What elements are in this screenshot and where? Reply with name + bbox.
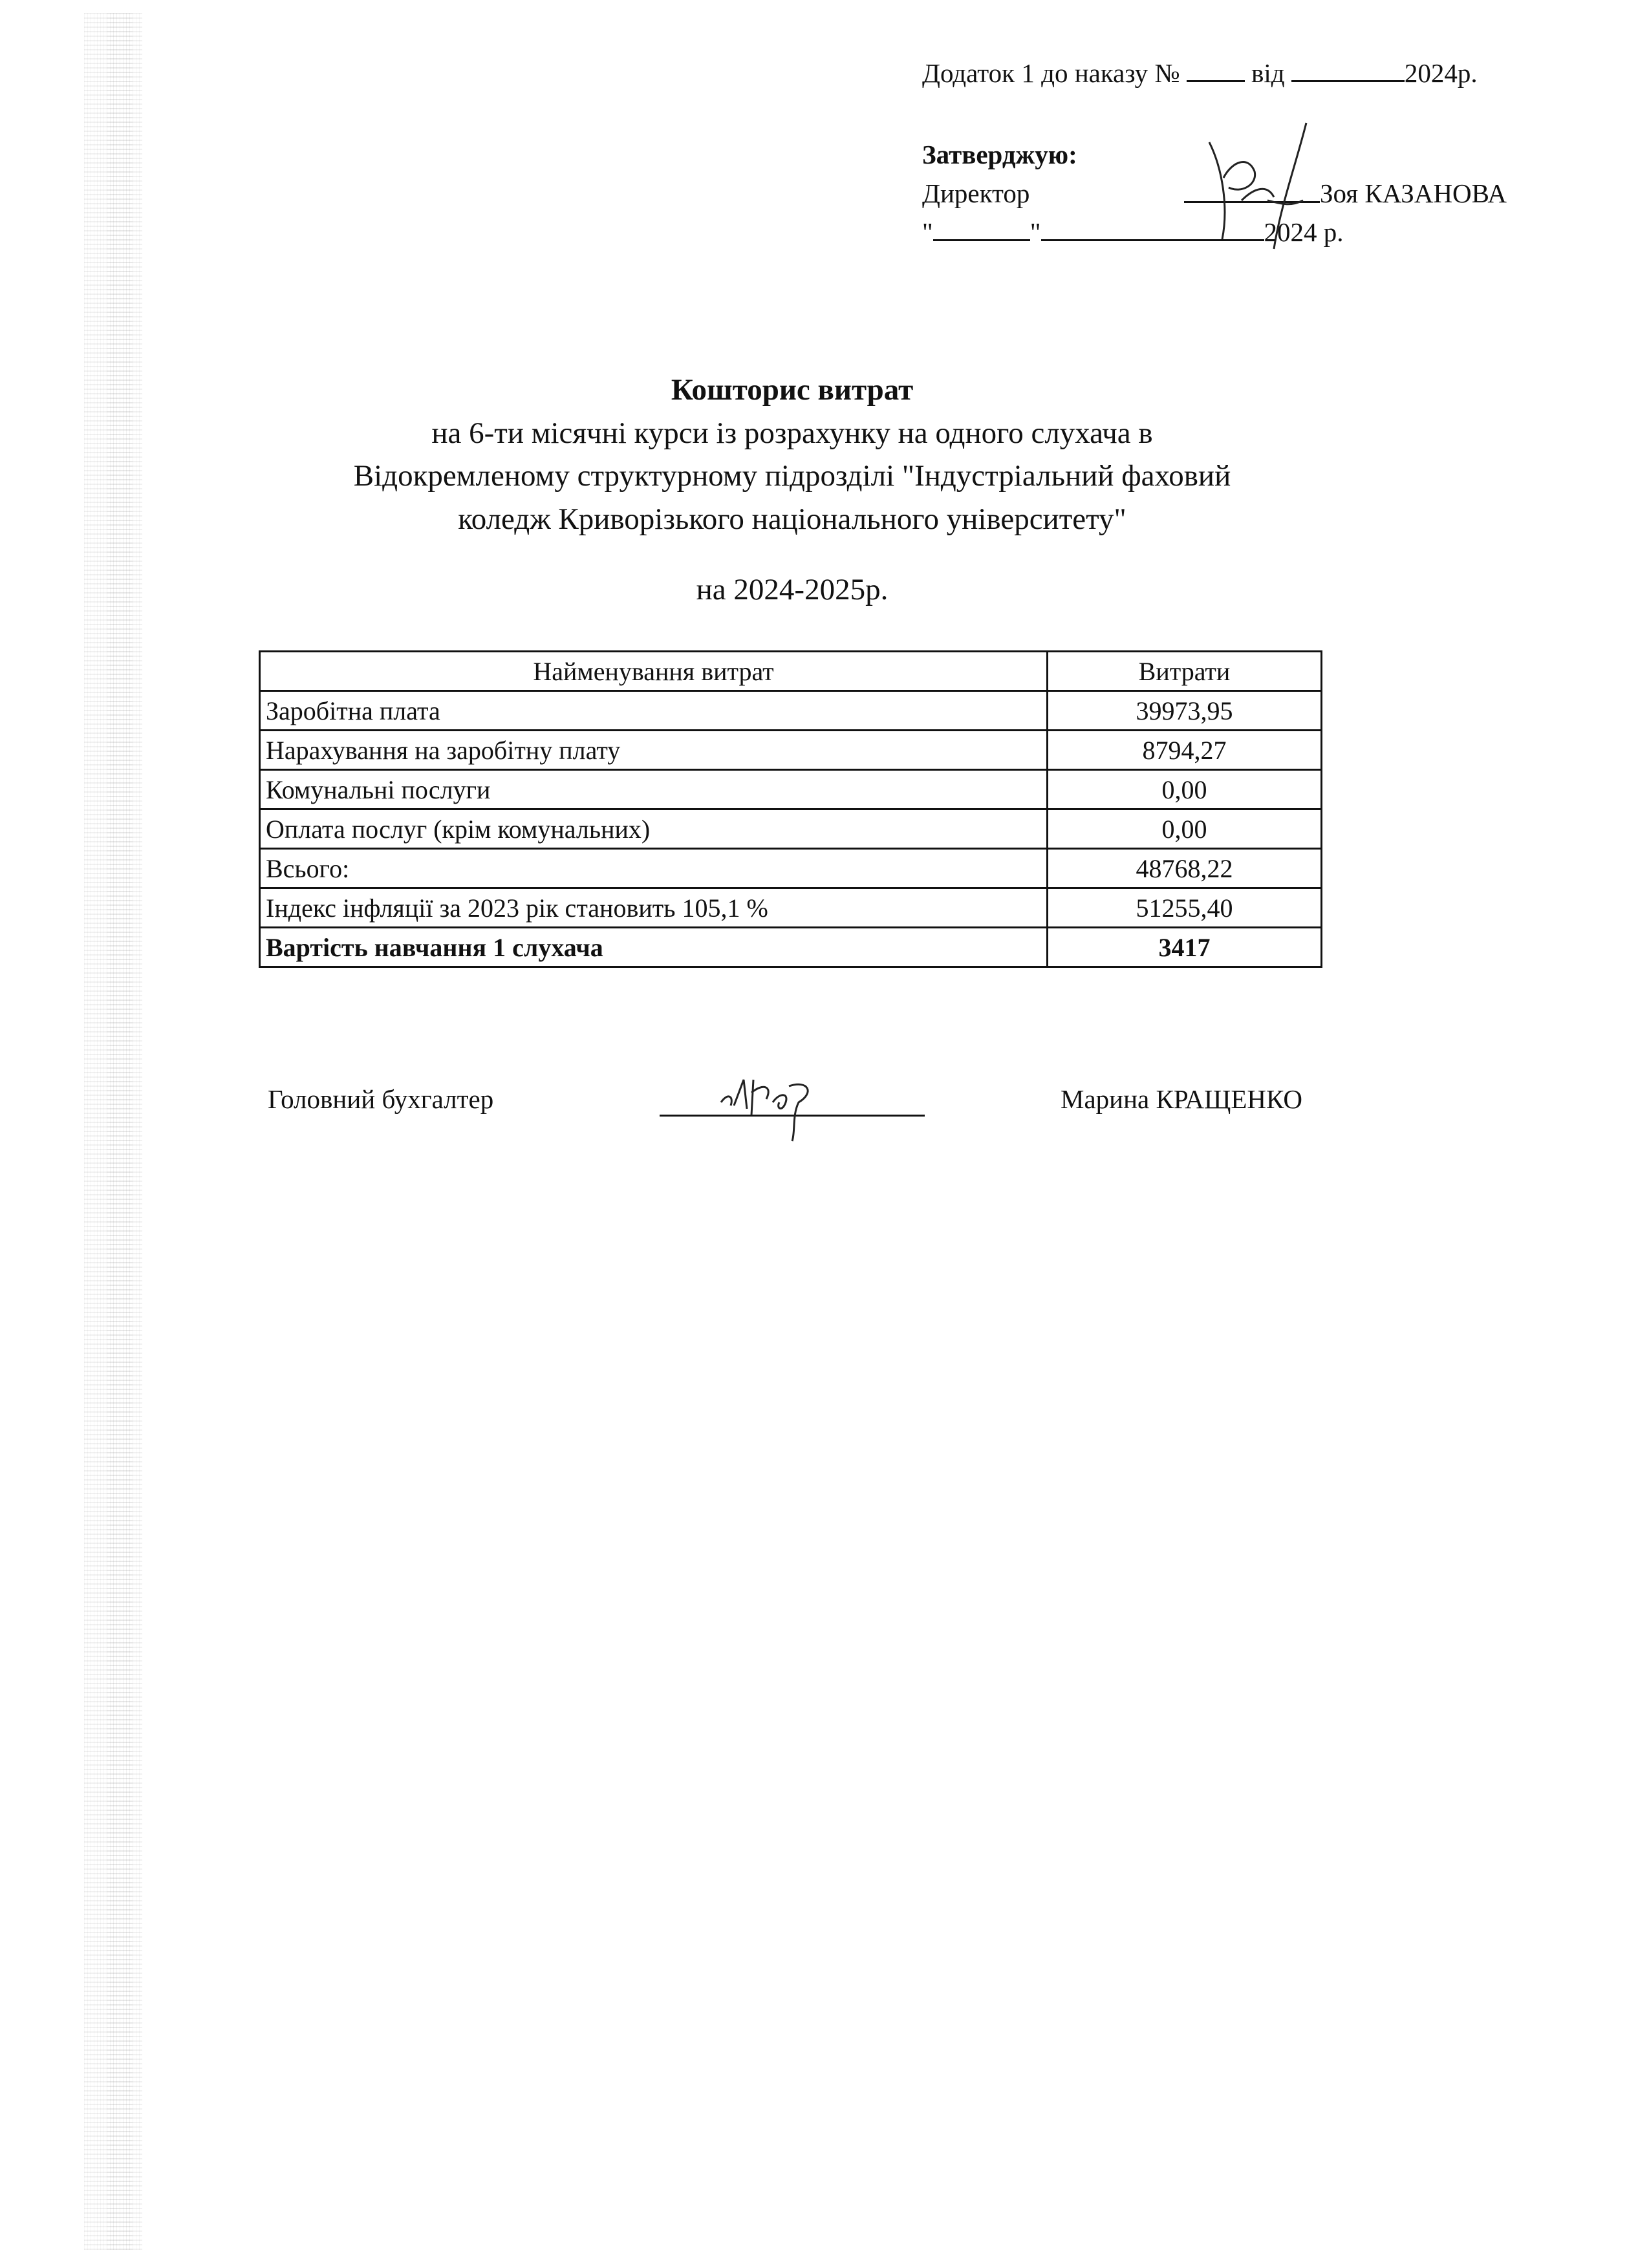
table-row [260, 770, 1322, 809]
table-row [260, 849, 1322, 888]
row-amount: 51255,40 [1048, 888, 1322, 928]
approval-date-suffix: 2024 р. [1264, 217, 1344, 247]
document-subtitle-line-2: Відокремленому структурному підрозділі "Індустріальний фаховий [353, 459, 1231, 493]
approval-title: Затверджую: [922, 140, 1077, 169]
header-expense-amount: Витрати [1048, 652, 1322, 691]
appendix-line [922, 55, 1478, 92]
expenses-table [259, 650, 1322, 968]
table-header-row [260, 652, 1322, 691]
row-name: Заробітна плата [260, 691, 1048, 731]
document-title-block [0, 369, 1584, 541]
accountant-name: Марина КРАЩЕНКО [1061, 1084, 1302, 1114]
row-amount: 48768,22 [1048, 849, 1322, 888]
scan-edge-noise-inner [107, 13, 133, 2250]
table-total-row [260, 928, 1322, 967]
row-amount: 39973,95 [1048, 691, 1322, 731]
row-amount: 0,00 [1048, 809, 1322, 849]
accountant-role: Головний бухгалтер [268, 1084, 494, 1114]
appendix-from-label: від [1251, 58, 1285, 88]
total-name: Вартість навчання 1 слухача [260, 928, 1048, 967]
row-name: Індекс інфляції за 2023 рік становить 105,1 % [260, 888, 1048, 928]
row-name: Всього: [260, 849, 1048, 888]
date-quote-open: " [922, 217, 933, 247]
table-row [260, 809, 1322, 849]
row-name: Оплата послуг (крім комунальних) [260, 809, 1048, 849]
document-subtitle-line-1: на 6-ти місячні курси із розрахунку на одного слухача в [431, 416, 1153, 450]
row-amount: 8794,27 [1048, 731, 1322, 770]
director-signature [1183, 110, 1377, 259]
accountant-signature [718, 1067, 834, 1144]
director-name: Зоя КАЗАНОВА [1320, 178, 1507, 208]
row-name: Нарахування на заробітну плату [260, 731, 1048, 770]
appendix-text: Додаток 1 до наказу № [922, 58, 1180, 88]
table-row [260, 888, 1322, 928]
table-row [260, 691, 1322, 731]
row-amount: 0,00 [1048, 770, 1322, 809]
date-quote-close: " [1029, 217, 1041, 247]
document-title: Кошторис витрат [671, 373, 914, 407]
header-expense-name: Найменування витрат [260, 652, 1048, 691]
approval-day-blank [933, 216, 1030, 241]
appendix-year: 2024р. [1404, 58, 1478, 88]
order-date-blank [1291, 57, 1405, 82]
table-row [260, 731, 1322, 770]
document-subtitle-line-3: коледж Криворізького національного університету" [458, 502, 1126, 537]
director-position: Директор [922, 178, 1030, 208]
row-name: Комунальні послуги [260, 770, 1048, 809]
total-amount: 3417 [1048, 928, 1322, 967]
document-period: на 2024-2025р. [696, 573, 889, 606]
order-number-blank [1187, 57, 1245, 82]
